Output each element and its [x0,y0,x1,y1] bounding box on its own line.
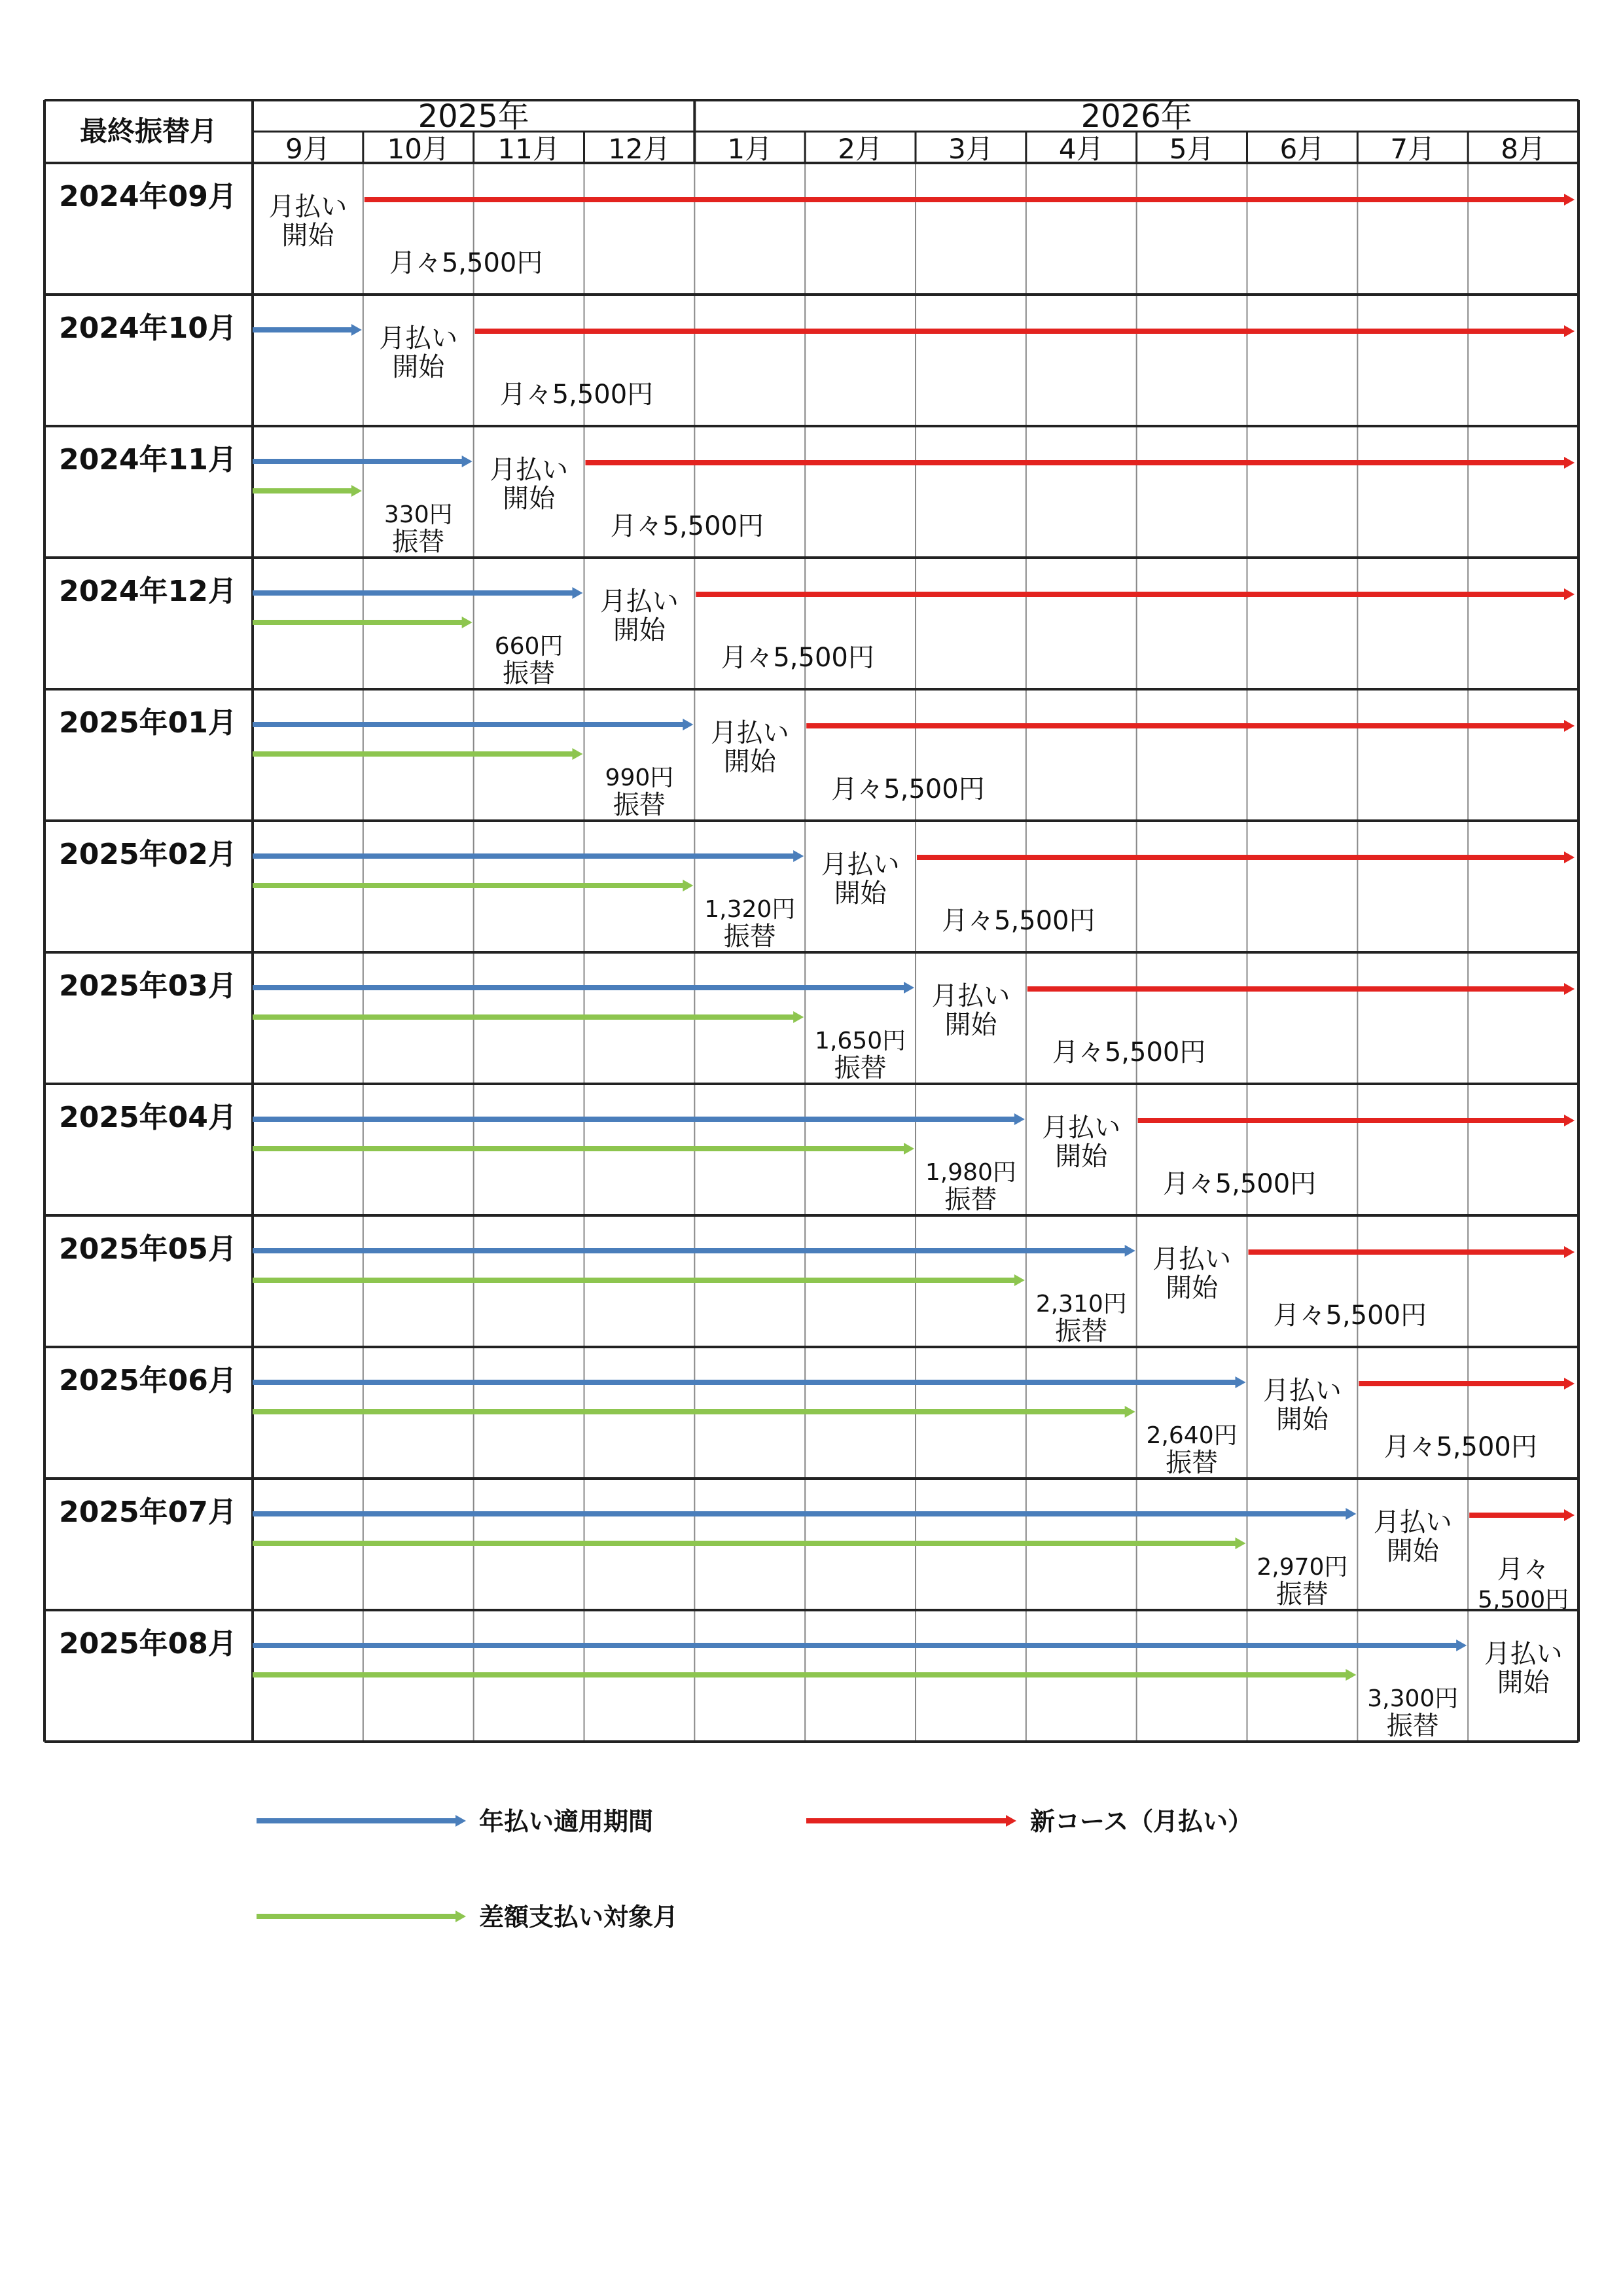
month-label: 6月 [1279,133,1325,165]
difference-amount: 2,970円 [1257,1554,1348,1581]
row-label: 2025年03月 [59,969,237,1003]
month-label: 1月 [727,133,773,165]
annual-period-arrow-head [904,982,914,994]
difference-arrow-head [793,1011,804,1023]
transfer-label: 振替 [1166,1448,1219,1478]
timeline-rows [59,180,1575,1741]
new-course-arrow [1249,1246,1575,1258]
timeline-row [59,1364,1575,1478]
new-course-arrow [365,194,1575,206]
difference-arrow [253,748,583,760]
start-label-line1: 月払い [379,323,458,353]
new-course-arrow [806,720,1575,732]
start-label-line2: 開始 [281,221,334,251]
annual-period-arrow-head [683,719,693,730]
transfer-label: 振替 [503,658,556,689]
annual-period-arrow-head [793,850,804,862]
corner-label: 最終振替月 [79,115,218,147]
transfer-label: 振替 [392,527,445,557]
difference-amount: 2,640円 [1146,1422,1238,1449]
row-label: 2025年04月 [59,1101,237,1134]
difference-arrow [253,1406,1135,1418]
timeline-row [59,575,1575,689]
row-label: 2025年07月 [59,1496,237,1529]
start-label-line2: 開始 [1275,1405,1329,1435]
monthly-fee-label: 月々5,500円 [1273,1300,1427,1331]
legend-arrow [257,1815,466,1827]
timeline-row [59,1101,1575,1215]
timeline-row [59,180,1575,278]
monthly-fee-label: 月々5,500円 [499,380,654,410]
new-course-arrow [1138,1115,1575,1126]
annual-period-arrow-head [1125,1245,1135,1257]
new-course-arrow-head [1564,1509,1575,1521]
difference-arrow-head [1125,1406,1135,1418]
annual-period-arrow-head [1014,1113,1025,1125]
start-label-line1: 月払い [268,192,348,222]
new-course-arrow [1027,983,1575,995]
month-label: 5月 [1169,133,1215,165]
difference-amount: 330円 [383,501,453,528]
difference-arrow-head [351,485,362,497]
legend-item [806,1807,1253,1836]
annual-period-arrow-head [351,324,362,336]
difference-arrow [253,1011,804,1023]
new-course-arrow-head [1564,983,1575,995]
timeline-row [59,969,1575,1083]
annual-period-arrow-head [1346,1508,1356,1520]
start-label-line1: 月払い [931,981,1010,1011]
timeline-row [59,312,1575,410]
annual-period-arrow [253,587,583,599]
legend-arrow [257,1910,466,1922]
row-label: 2025年06月 [59,1364,237,1397]
legend-label: 年払い適用期間 [479,1807,654,1836]
start-label-line1: 月払い [1042,1113,1121,1143]
difference-arrow [253,1537,1246,1549]
new-course-arrow [586,457,1575,469]
monthly-fee-line1: 月々 [1497,1554,1550,1585]
start-label-line2: 開始 [1497,1668,1550,1698]
difference-arrow-head [904,1143,914,1155]
difference-amount: 3,300円 [1367,1685,1459,1712]
row-label: 2024年11月 [59,443,237,476]
difference-arrow-head [1236,1537,1246,1549]
difference-arrow-head [1014,1274,1025,1286]
timeline-row [59,706,1575,820]
new-course-arrow-head [1564,194,1575,206]
new-course-arrow [1359,1378,1575,1390]
new-course-arrow-head [1564,1115,1575,1126]
start-label-line1: 月払い [1152,1244,1232,1274]
transfer-label: 振替 [1275,1579,1329,1609]
transfer-label: 振替 [613,790,666,820]
monthly-fee-label: 月々5,500円 [1052,1037,1206,1067]
month-label: 8月 [1501,133,1546,165]
start-label-line2: 開始 [723,747,776,777]
year-label: 2025年 [418,98,529,135]
start-label-line1: 月払い [710,718,789,748]
row-label: 2024年10月 [59,312,237,345]
monthly-fee-label: 月々5,500円 [942,906,1096,936]
new-course-arrow-head [1564,457,1575,469]
legend-item [257,1903,678,1931]
new-course-arrow-head [1564,852,1575,863]
annual-period-arrow-head [1236,1376,1246,1388]
legend [257,1807,1253,1931]
month-label: 4月 [1058,133,1104,165]
annual-period-arrow-head [573,587,583,599]
annual-period-arrow-head [462,456,473,467]
difference-arrow-head [573,748,583,760]
start-label-line2: 開始 [1166,1273,1219,1303]
start-label-line1: 月払い [1373,1507,1452,1537]
difference-amount: 660円 [494,633,563,660]
month-label: 3月 [948,133,993,165]
start-label-line2: 開始 [834,878,887,908]
legend-item [257,1807,653,1836]
difference-amount: 2,310円 [1035,1291,1127,1318]
new-course-arrow [475,325,1575,337]
month-label: 10月 [387,133,450,165]
new-course-arrow-head [1564,1246,1575,1258]
legend-arrow-head [455,1815,466,1827]
transfer-label: 振替 [1055,1316,1108,1346]
new-course-arrow [917,852,1575,863]
month-label: 7月 [1390,133,1436,165]
difference-arrow-head [683,880,693,891]
monthly-fee-label: 月々5,500円 [610,511,764,541]
new-course-arrow [1469,1509,1575,1521]
timeline-row [59,1232,1575,1346]
start-label-line1: 月払い [1262,1376,1342,1406]
grid-lines [45,100,1578,1742]
difference-amount: 1,650円 [815,1028,906,1054]
monthly-fee-label: 月々5,500円 [1162,1169,1317,1199]
start-label-line1: 月払い [599,586,679,617]
start-label-line1: 月払い [1484,1639,1563,1669]
monthly-fee-label: 月々5,500円 [721,643,874,673]
annual-period-arrow [253,1640,1467,1651]
timeline-row [59,1496,1575,1613]
month-label: 2月 [838,133,883,165]
start-label-line2: 開始 [944,1010,997,1040]
month-label: 9月 [285,133,330,165]
row-label: 2025年01月 [59,706,237,740]
monthly-fee-label: 月々5,500円 [389,248,543,278]
month-label: 12月 [608,133,671,165]
monthly-fee-line2: 5,500円 [1478,1587,1569,1613]
new-course-arrow [696,588,1575,600]
start-label-line2: 開始 [1386,1536,1439,1566]
transfer-label: 振替 [723,922,776,952]
legend-label: 差額支払い対象月 [479,1903,679,1931]
difference-amount: 1,320円 [704,896,796,923]
difference-amount: 1,980円 [925,1159,1016,1186]
legend-arrow [806,1815,1016,1827]
row-label: 2025年02月 [59,838,237,871]
timeline-row [59,1627,1562,1741]
annual-period-arrow [253,1376,1246,1388]
timeline-row [59,838,1575,952]
start-label-line2: 開始 [392,352,445,382]
legend-label: 新コース（月払い） [1030,1807,1253,1836]
year-label: 2026年 [1080,98,1192,135]
monthly-fee-label: 月々5,500円 [831,774,985,804]
annual-period-arrow-head [1456,1640,1467,1651]
row-label: 2025年08月 [59,1627,237,1660]
legend-arrow-head [1006,1815,1016,1827]
monthly-fee-label: 月々5,500円 [1383,1432,1537,1462]
row-label: 2024年09月 [59,180,237,213]
annual-period-arrow [253,1245,1135,1257]
row-label: 2024年12月 [59,575,237,608]
transfer-label: 振替 [944,1185,997,1215]
legend-arrow-head [455,1910,466,1922]
start-label-line2: 開始 [503,484,556,514]
annual-period-arrow [253,324,362,336]
difference-arrow [253,485,362,497]
new-course-arrow-head [1564,720,1575,732]
new-course-arrow-head [1564,1378,1575,1390]
row-label: 2025年05月 [59,1232,237,1266]
start-label-line1: 月払い [821,850,900,880]
annual-period-arrow [253,850,804,862]
annual-period-arrow [253,1113,1025,1125]
difference-amount: 990円 [605,764,674,791]
transfer-label: 振替 [834,1053,887,1083]
start-label-line1: 月払い [490,455,569,485]
new-course-arrow-head [1564,588,1575,600]
start-label-line2: 開始 [1055,1141,1108,1172]
month-label: 11月 [497,133,560,165]
new-course-arrow-head [1564,325,1575,337]
timeline-row [59,443,1575,557]
start-label-line2: 開始 [613,615,666,645]
transfer-label: 振替 [1386,1711,1439,1741]
difference-arrow-head [462,617,473,628]
difference-arrow [253,1274,1025,1286]
difference-arrow-head [1346,1669,1356,1681]
